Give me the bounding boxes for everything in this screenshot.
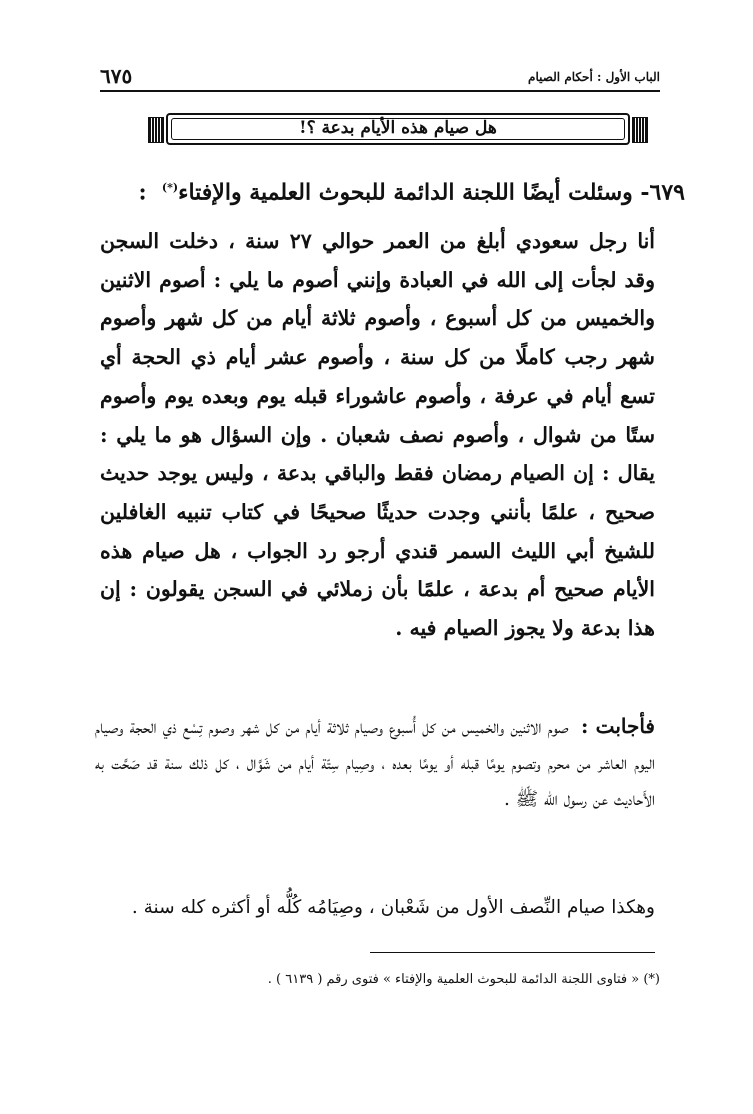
- section-title-banner: [148, 113, 648, 145]
- question-heading-text: ٦٧٩- وسئلت أيضًا اللجنة الدائمة للبحوث العلمية والإفتاء: [178, 179, 685, 206]
- answer-paragraph: [95, 708, 655, 818]
- footnote-rule: [370, 952, 655, 953]
- answer-text: صوم الاثنين والخميس من كل أُسبوع وصيام ثلاثة أيام من كل شهر وصوم تِسْع ذي الحجة وصيام اليوم العاشر من محرم وتصوم يومًا قبله أو يومًا بعده ، وصِيام سِتّة أيام من شَوَّال ، كل ذلك سنة قد صَحَّت به الأَحاديث عن رسول الله ﷺ .: [95, 717, 655, 810]
- banner-ornament-left: [148, 117, 164, 143]
- section-title: هل صيام هذه الأيام بدعة ؟!: [299, 118, 497, 138]
- answer-label: فأجابت :: [581, 714, 655, 738]
- answer-paragraph-2: وهكذا صيام النِّصف الأول من شَعْبان ، وصِيَامُه كُلُّه أو أكثره كله سنة .: [131, 897, 655, 918]
- question-heading: [138, 168, 685, 212]
- header-rule: [100, 90, 660, 92]
- running-title: الباب الأول : أحكام الصيام: [528, 70, 660, 84]
- question-body: أنا رجل سعودي أبلغ من العمر حوالي ٢٧ سنة ، دخلت السجن وقد لجأت إلى الله في العبادة وإنني أصوم ما يلي : أصوم الاثنين والخميس من كل أسبوع ، وأصوم ثلاثة أيام من كل شهر وأصوم شهر رجب كاملًا من كل سنة ، وأصوم عشر أيام ذي الحجة أي تسع أيام في عرفة ، وأصوم عاشوراء قبله يوم وبعده يوم وأصوم ستًا من شوال ، وأصوم نصف شعبان . وإن السؤال هو ما يلي : يقال : إن الصيام رمضان فقط والباقي بدعة ، وليس يوجد حديث صحيح ، علمًا بأنني وجدت حديثًا صحيحًا في كتاب تنبيه الغافلين للشيخ أبي الليث السمر قندي أرجو رد الجواب ، هل صيام هذه الأيام صحيح أم بدعة ، علمًا بأن زملائي في السجن يقولون : إن هذا بدعة ولا يجوز الصيام فيه .: [100, 229, 655, 641]
- footnote-marker: (*): [161, 181, 179, 194]
- running-header: [100, 62, 660, 88]
- footnote: (*) « فتاوى اللجنة الدائمة للبحوث العلمية والإفتاء » فتوى رقم ( ٦١٣٩ ) .: [267, 972, 660, 987]
- page-number: ٦٧٥: [100, 64, 133, 88]
- banner-ornament-right: [632, 117, 648, 143]
- question-heading-colon: :: [138, 179, 147, 206]
